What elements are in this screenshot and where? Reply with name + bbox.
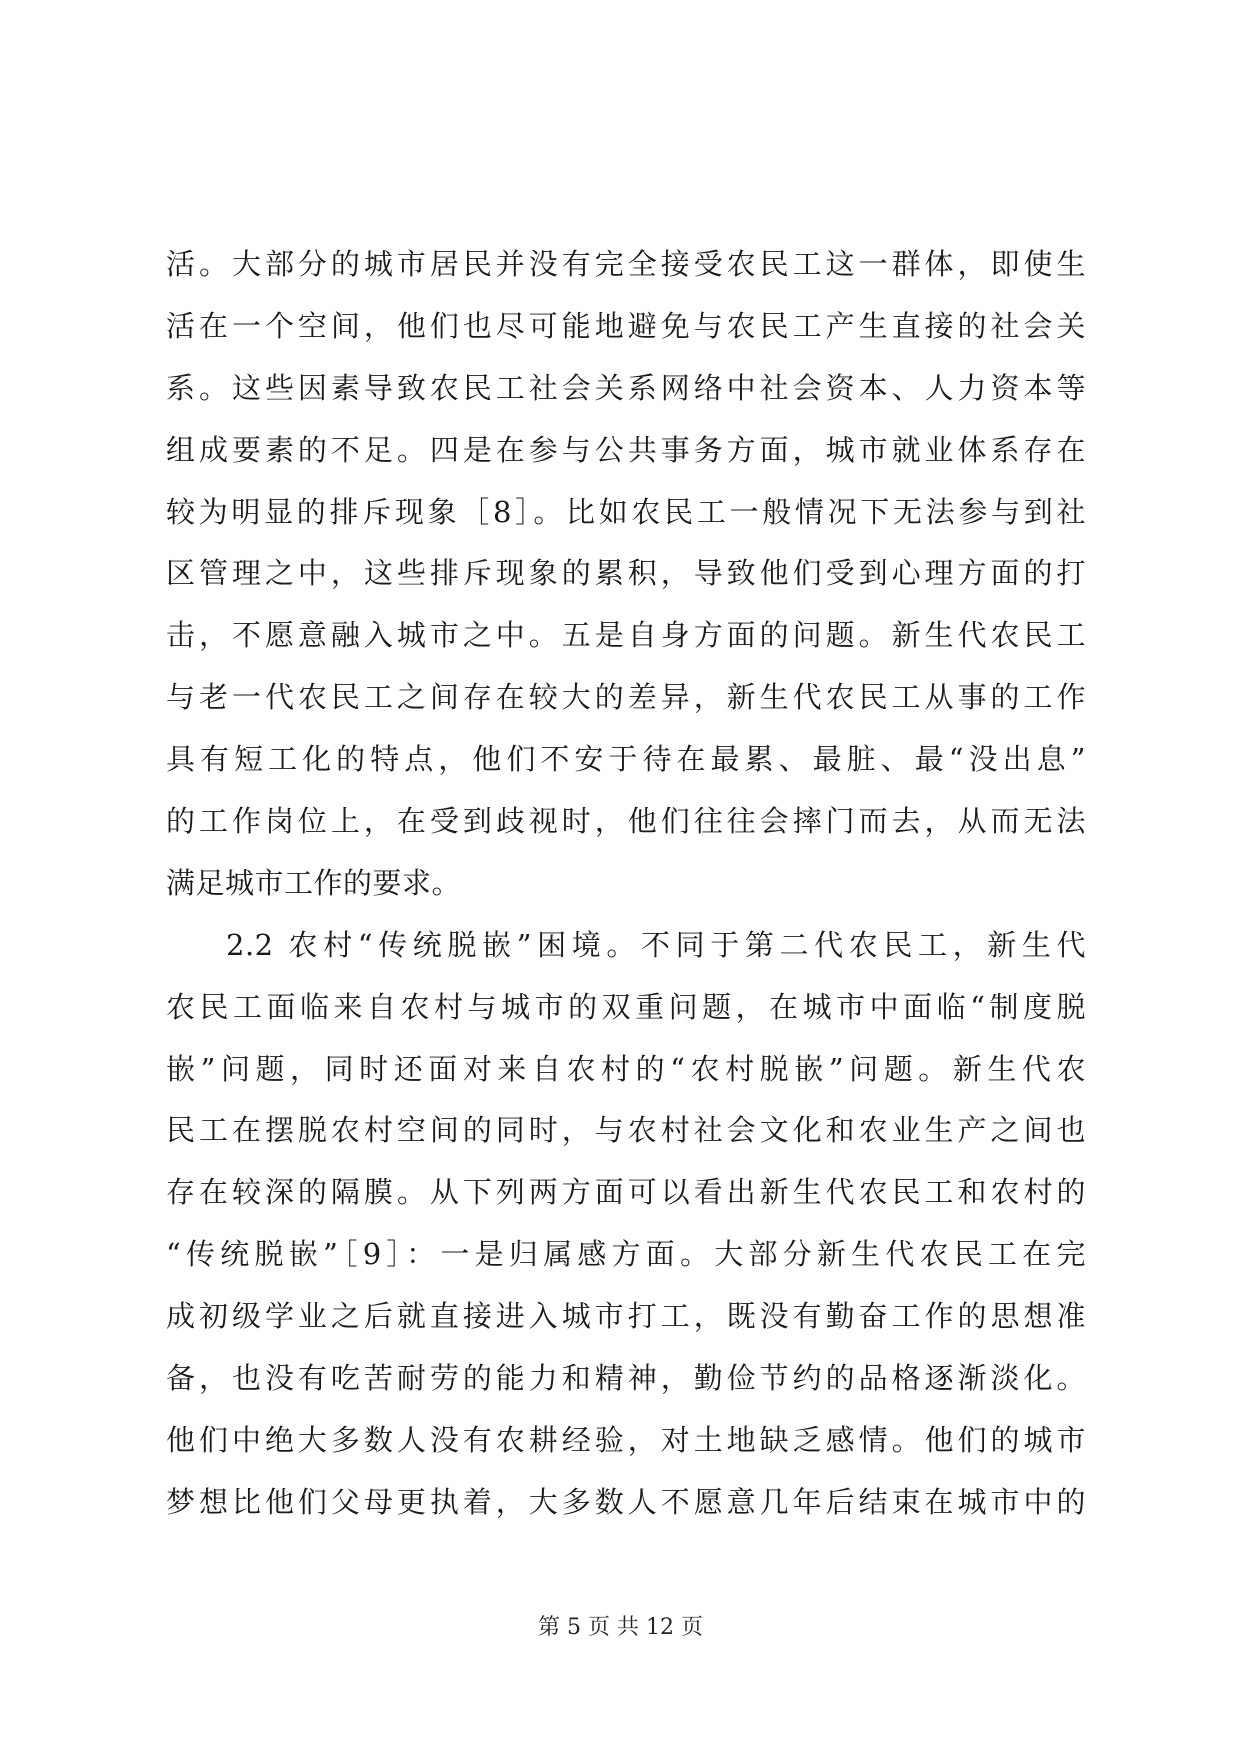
text-line: 满足城市工作的要求。 — [166, 865, 462, 900]
text-line: 击，不愿意融入城市之中。五是自身方面的问题。新生代农民工 — [166, 618, 1086, 653]
text-line: 系。这些因素导致农民工社会关系网络中社会资本、人力资本等 — [166, 370, 1086, 405]
text-line: 民工在摆脱农村空间的同时，与农村社会文化和农业生产之间也 — [166, 1113, 1086, 1148]
text-line: 他们中绝大多数人没有农耕经验，对土地缺乏感情。他们的城市 — [166, 1422, 1086, 1457]
text-line: 梦想比他们父母更执着，大多数人不愿意几年后结束在城市中的 — [166, 1484, 1086, 1519]
body-text — [166, 234, 1086, 1534]
text-line: 较为明显的排斥现象［8］。比如农民工一般情况下无法参与到社 — [166, 494, 1086, 529]
text-line: 的工作岗位上，在受到歧视时，他们往往会摔门而去，从而无法 — [166, 804, 1086, 839]
section-heading-line: 2.2 农村“传统脱嵌”困境。不同于第二代农民工，新生代 — [226, 927, 1086, 962]
text-line: 备，也没有吃苦耐劳的能力和精神，勤俭节约的品格逐渐淡化。 — [166, 1361, 1086, 1396]
text-line: 区管理之中，这些排斥现象的累积，导致他们受到心理方面的打 — [166, 556, 1086, 591]
text-line: 组成要素的不足。四是在参与公共事务方面，城市就业体系存在 — [166, 432, 1086, 467]
text-line: 成初级学业之后就直接进入城市打工，既没有勤奋工作的思想准 — [166, 1299, 1086, 1334]
text-line: “传统脱嵌”［9］：一是归属感方面。大部分新生代农民工在完 — [166, 1237, 1086, 1272]
text-line: 存在较深的隔膜。从下列两方面可以看出新生代农民工和农村的 — [166, 1175, 1086, 1210]
text-line: 农民工面临来自农村与城市的双重问题，在城市中面临“制度脱 — [166, 989, 1086, 1024]
text-line: 嵌”问题，同时还面对来自农村的“农村脱嵌”问题。新生代农 — [166, 1051, 1086, 1086]
text-line: 与老一代农民工之间存在较大的差异，新生代农民工从事的工作 — [166, 680, 1086, 715]
text-line: 活。大部分的城市居民并没有完全接受农民工这一群体，即使生 — [166, 247, 1086, 281]
page-number-footer: 第 5 页 共 12 页 — [538, 1615, 703, 1640]
text-line: 活在一个空间，他们也尽可能地避免与农民工产生直接的社会关 — [166, 308, 1086, 343]
text-line: 具有短工化的特点，他们不安于待在最累、最脏、最“没出息” — [166, 742, 1086, 777]
